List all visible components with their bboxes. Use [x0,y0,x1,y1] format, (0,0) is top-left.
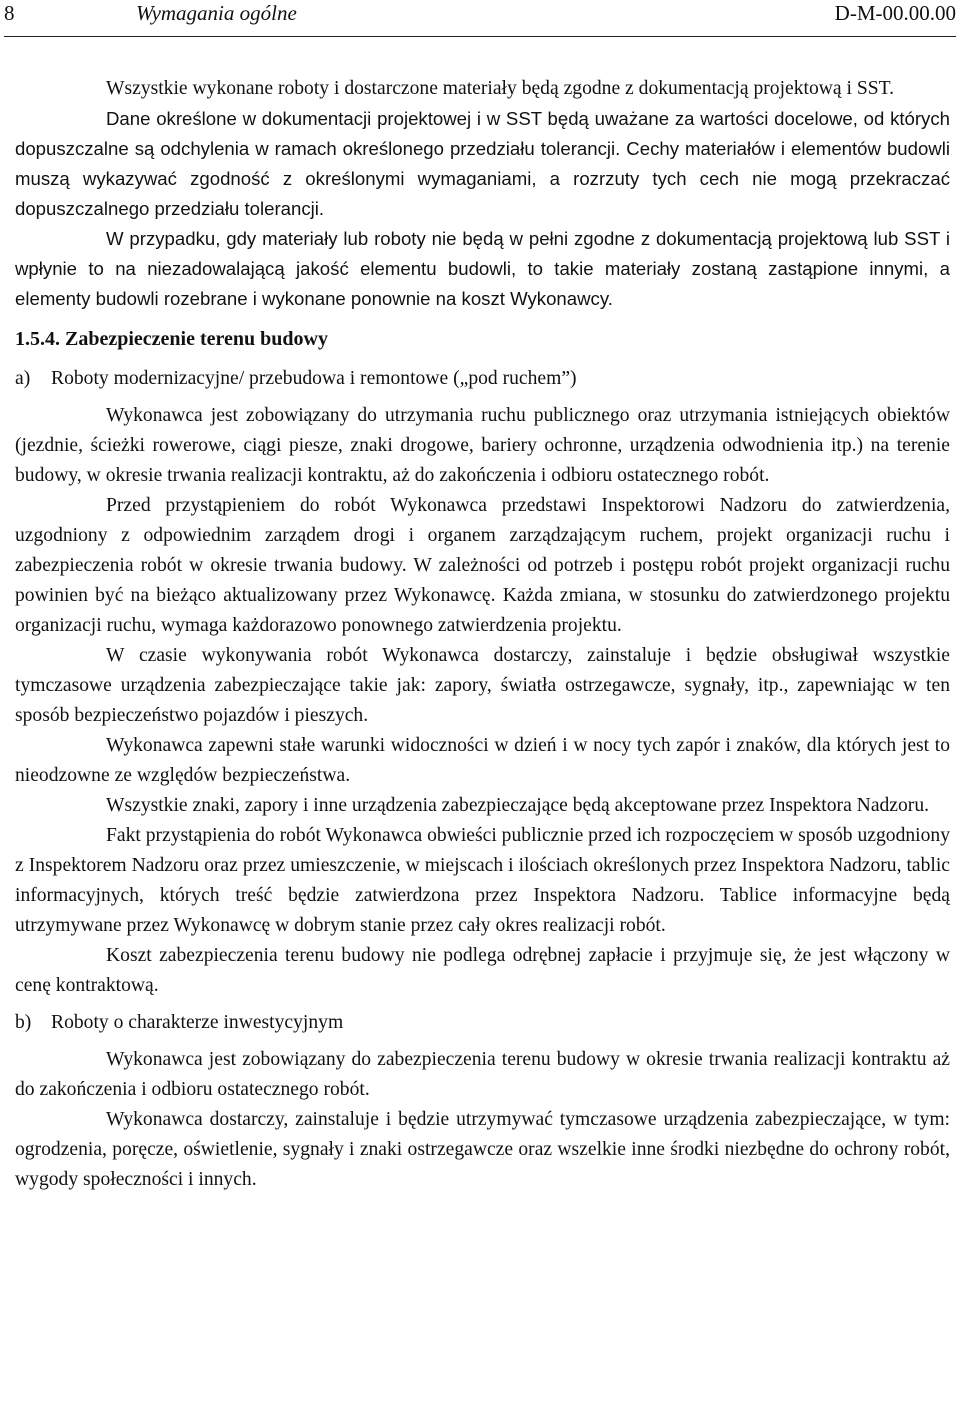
paragraph-tolerances [15,104,950,224]
paragraph-nonconformity: W przypadku, gdy materiały lub roboty nie będą w pełni zgodne z dokumentacją projektową lub SST i wpłynie to na niezadowalającą jakość elementu budowli, to takie materiały zostaną zastąpione innymi, a elementy budowli rozebrane i wykonane ponownie na koszt Wykonawcy. [15,228,950,309]
paragraph-b-protection: Wykonawca jest zobowiązany do zabezpieczenia terenu budowy w okresie trwania realizacji kontraktu aż do zakończenia i odbioru ostatecznego robót. [15,1049,950,1100]
paragraph-tolerances-part2: Cechy materiałów i elementów budowli muszą wykazywać zgodność z określonymi wymaganiami, a rozrzuty tych cech nie mogą przekraczać dopuszczalnego przedziału tolerancji. [15,138,950,219]
document-code: D-M-00.00.00 [834,1,956,25]
subsection-a-text: Roboty modernizacyjne/ przebudowa i remontowe („pod ruchem”) [51,368,577,389]
page-number: 8 [4,1,15,25]
paragraph-b-devices: Wykonawca dostarczy, zainstaluje i będzie utrzymywać tymczasowe urządzenia zabezpieczające, w tym: ogrodzenia, poręcze, oświetlenie, sygnały i znaki ostrzegawcze oraz wszelkie inne środki niezbędne do ochrony robót, wygody społeczności i innych. [15,1109,950,1190]
subsection-a-label: a) [15,368,31,389]
paragraph-a-traffic: Wykonawca jest zobowiązany do utrzymania ruchu publicznego oraz utrzymania istniejących obiektów (jezdnie, ścieżki rowerowe, ciągi piesze, znaki drogowe, bariery ochronne, urządzenia odwodnienia itp.) na terenie budowy, w okresie trwania realizacji kontraktu, aż do zakończenia i odbioru ostatecznego robót. [15,405,950,486]
page-header [4,0,956,37]
subsection-b-label: b) [15,1012,32,1033]
section-title: Wymagania ogólne [136,1,297,25]
paragraph-a-devices: W czasie wykonywania robót Wykonawca dostarczy, zainstaluje i będzie obsługiwał wszystkie tymczasowe urządzenia zabezpieczające takie jak: zapory, światła ostrzegawcze, sygnały, itp., zapewniając w ten sposób bezpieczeństwo pojazdów i pieszych. [15,645,950,726]
paragraph-a-project: Przed przystąpieniem do robót Wykonawca przedstawi Inspektorowi Nadzoru do zatwierdzenia, uzgodniony z odpowiednim zarządem drogi i organem zarządzającym ruchem, projekt organizacji ruchu i zabezpieczenia robót w okresie trwania budowy. W zależności od potrzeb i postępu robót projekt organizacji ruchu powinien być na bieżąco aktualizowany przez Wykonawcę. Każda zmiana, w stosunku do zatwierdzonego projektu organizacji ruchu, wymaga każdorazowo ponownego zatwierdzenia projektu. [15,495,950,636]
section-heading: 1.5.4. Zabezpieczenie terenu budowy [15,328,328,350]
paragraph-a-acceptance: Wszystkie znaki, zapory i inne urządzenia zabezpieczające będą akceptowane przez Inspektora Nadzoru. [106,795,930,816]
subsection-b-heading [15,1008,950,1038]
paragraph-a-cost: Koszt zabezpieczenia terenu budowy nie podlega odrębnej zapłacie i przyjmuje się, że jest włączony w cenę kontraktową. [15,945,950,996]
paragraph-a-notice: Fakt przystąpienia do robót Wykonawca obwieści publicznie przed ich rozpoczęciem w sposób uzgodniony z Inspektorem Nadzoru oraz przez umieszczenie, w miejscach i ilościach określonych przez Inspektora Nadzoru, tablic informacyjnych, których treść będzie zatwierdzona przez Inspektora Nadzoru. Tablice informacyjne będą utrzymywane przez Wykonawcę w dobrym stanie przez cały okres realizacji robót. [15,825,951,936]
paragraph-a-visibility: Wykonawca zapewni stałe warunki widoczności w dzień i w nocy tych zapór i znaków, dla których jest to nieodzowne ze względów bezpieczeństwa. [15,735,950,786]
subsection-b-text: Roboty o charakterze inwestycyjnym [51,1012,344,1033]
paragraph-tolerances-part1: Dane określone w dokumentacji projektowej i w SST będą uważane za wartości docelowe, od których dopuszczalne są odchylenia w ramach określonego przedziału tolerancji. [15,108,950,159]
paragraph-materials-conformity: Wszystkie wykonane roboty i dostarczone materiały będą zgodne z dokumentacją projektową i SST. [106,78,895,99]
subsection-a-heading [15,364,950,394]
document-body [15,74,950,1195]
